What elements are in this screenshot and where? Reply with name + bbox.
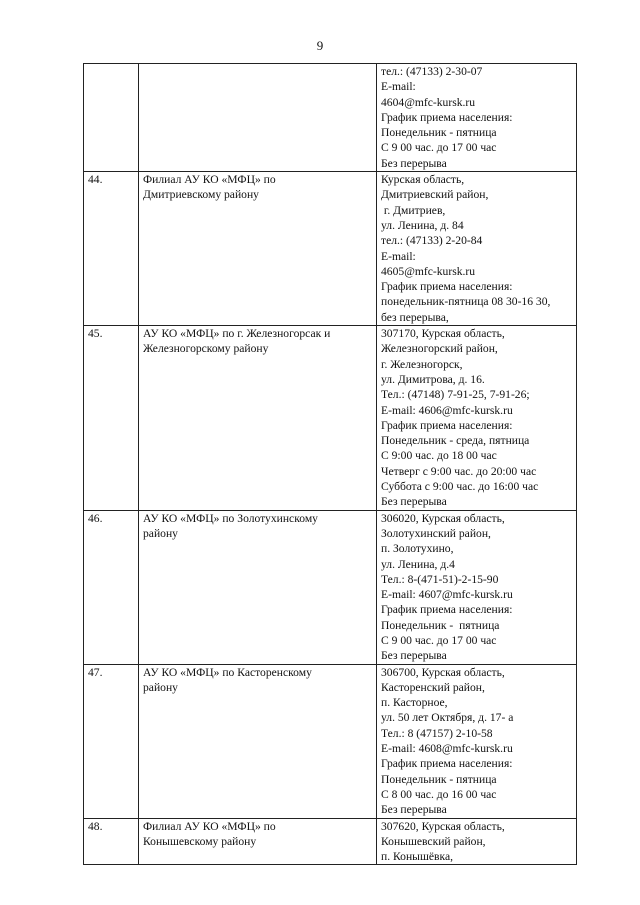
branch-name-line: АУ КО «МФЦ» по Касторенскому <box>143 665 312 679</box>
contact-info-line: Тел.: 8-(471-51)-2-15-90 <box>381 572 499 586</box>
contact-info-line: тел.: (47133) 2-20-84 <box>381 234 483 248</box>
contact-info-line: 4605@mfc-kursk.ru <box>381 264 476 278</box>
row-number-cell: 46. <box>84 510 139 664</box>
contact-info-line: без перерыва, <box>381 310 449 324</box>
contact-info-line: Понедельник - среда, пятница <box>381 434 530 448</box>
branch-name-line: району <box>143 680 178 694</box>
contact-info-line: Четверг с 9:00 час. до 20:00 час <box>381 464 537 478</box>
contact-info-line: Тел.: (47148) 7-91-25, 7-91-26; <box>381 388 530 402</box>
branch-name-cell <box>139 510 377 664</box>
contact-info-line: Курская область, <box>381 173 465 187</box>
contact-info-line: E-mail: <box>381 80 416 94</box>
contact-info-line: E-mail: <box>381 249 416 263</box>
branch-name-line: АУ КО «МФЦ» по г. Железногорсак и <box>143 327 331 341</box>
contact-info-cell <box>377 664 577 818</box>
contact-info-line: п. Касторное, <box>381 696 448 710</box>
contact-info-line: График приема населения: <box>381 280 513 294</box>
contact-info-line: ул. Ленина, д. 84 <box>381 218 464 232</box>
contact-info-line: С 9 00 час. до 17 00 час <box>381 633 497 647</box>
branch-name-line: Дмитриевскому району <box>143 188 259 202</box>
contact-info-line: График приема населения: <box>381 418 513 432</box>
branch-name-cell <box>139 818 377 865</box>
contact-info-line: ул. 50 лет Октября, д. 17- а <box>381 711 514 725</box>
table-row <box>84 818 577 865</box>
branch-name-line: Филиал АУ КО «МФЦ» по <box>143 819 276 833</box>
contact-info-line: Без перерыва <box>381 495 447 509</box>
contact-info-line: понедельник-пятница 08 30-16 30, <box>381 295 551 309</box>
contact-info-line: График приема населения: <box>381 110 513 124</box>
contact-info-line: С 9 00 час. до 17 00 час <box>381 141 497 155</box>
row-number-cell: 44. <box>84 172 139 326</box>
row-number-cell: 47. <box>84 664 139 818</box>
contact-info-line: п. Золотухино, <box>381 542 454 556</box>
row-number-cell <box>84 64 139 172</box>
contact-info-line: С 8 00 час. до 16 00 час <box>381 787 497 801</box>
contact-info-line: Золотухинский район, <box>381 526 491 540</box>
contact-info-line: Касторенский район, <box>381 680 485 694</box>
contact-info-line: 307620, Курская область, <box>381 819 505 833</box>
contact-info-line: г. Железногорск, <box>381 357 463 371</box>
branch-name-line: району <box>143 526 178 540</box>
table-row <box>84 510 577 664</box>
contact-info-line: г. Дмитриев, <box>381 203 446 217</box>
contact-info-line: Понедельник - пятница <box>381 772 497 786</box>
contact-info-line: п. Конышёвка, <box>381 850 453 864</box>
contact-info-cell <box>377 64 577 172</box>
contact-info-line: Конышевский район, <box>381 834 486 848</box>
page-number: 9 <box>316 38 324 53</box>
branch-name-line: АУ КО «МФЦ» по Золотухинскому <box>143 511 318 525</box>
contact-info-line: 306020, Курская область, <box>381 511 505 525</box>
contact-info-line: Дмитриевский район, <box>381 188 489 202</box>
contact-info-cell <box>377 172 577 326</box>
contact-info-line: 306700, Курская область, <box>381 665 505 679</box>
contact-info-line: E-mail: 4606@mfc-kursk.ru <box>381 403 513 417</box>
contact-info-line: Понедельник - пятница <box>381 618 500 632</box>
table-row <box>84 664 577 818</box>
row-number-cell: 48. <box>84 818 139 865</box>
contact-info-cell <box>377 818 577 865</box>
branch-name-line: Филиал АУ КО «МФЦ» по <box>143 173 276 187</box>
contact-info-line: Суббота с 9:00 час. до 16:00 час <box>381 480 539 494</box>
contact-info-cell <box>377 326 577 511</box>
contact-info-line: 307170, Курская область, <box>381 327 505 341</box>
table-row <box>84 326 577 511</box>
row-number-cell: 45. <box>84 326 139 511</box>
contact-info-line: Понедельник - пятница <box>381 126 497 140</box>
contact-info-line: ул. Димитрова, д. 16. <box>381 372 485 386</box>
contact-info-line: Тел.: 8 (47157) 2-10-58 <box>381 726 493 740</box>
contact-info-line: График приема населения: <box>381 603 513 617</box>
contact-info-line: ул. Ленина, д.4 <box>381 557 455 571</box>
branch-name-cell <box>139 664 377 818</box>
branch-name-cell <box>139 172 377 326</box>
contact-info-line: График приема населения: <box>381 757 513 771</box>
contact-info-line: тел.: (47133) 2-30-07 <box>381 65 483 78</box>
contact-info-line: Без перерыва <box>381 649 447 663</box>
contact-info-line: Железногорский район, <box>381 342 498 356</box>
branch-name-cell <box>139 64 377 172</box>
table-row <box>84 172 577 326</box>
branch-name-line: Конышевскому району <box>143 834 257 848</box>
mfc-branches-table <box>83 63 577 865</box>
branch-name-cell <box>139 326 377 511</box>
contact-info-line: Без перерыва <box>381 156 447 170</box>
contact-info-line: E-mail: 4608@mfc-kursk.ru <box>381 742 513 756</box>
contact-info-line: С 9:00 час. до 18 00 час <box>381 449 497 463</box>
contact-info-line: Без перерыва <box>381 803 447 817</box>
table-body <box>84 64 577 865</box>
contact-info-line: 4604@mfc-kursk.ru <box>381 95 476 109</box>
contact-info-line: E-mail: 4607@mfc-kursk.ru <box>381 588 513 602</box>
branch-name-line: Железногорскому району <box>143 342 269 356</box>
contact-info-cell <box>377 510 577 664</box>
table-row <box>84 64 577 172</box>
